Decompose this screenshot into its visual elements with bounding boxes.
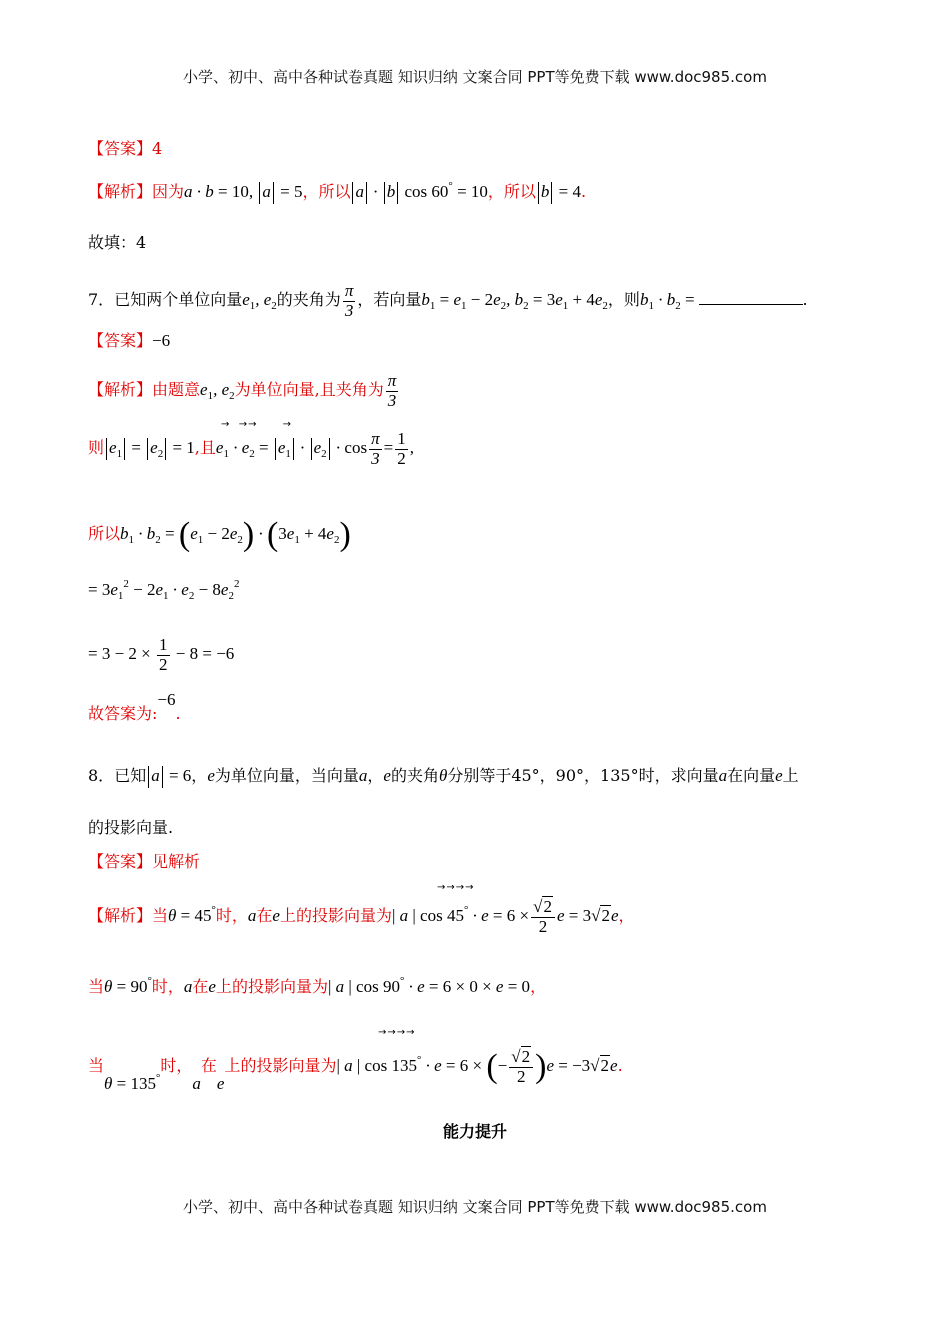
q6-answer [88, 139, 162, 158]
formula-step3: = 3 − 2 × $\frac{1}{2}$ − 8 = −6 [88, 635, 235, 674]
formula-expand: $b_1 \cdot b_2 = (e_1 - 2e_2) \cdot (3e_1 + 4e_2)$ [120, 516, 351, 553]
fill-label: 故填： [88, 233, 137, 252]
q6-analysis [88, 180, 586, 204]
section-title: 能力提升 [442, 1122, 507, 1141]
stem-text: ，若向量 [357, 290, 422, 310]
formula-theta-90: θ = 90° [104, 975, 152, 996]
vector-arrows: →→→→ [378, 1027, 416, 1038]
analysis-text: 由题意 [152, 380, 201, 400]
analysis-text: 当 [88, 1056, 105, 1076]
stem-text: ，则 [607, 290, 640, 310]
answer-value: 见解析 [152, 852, 201, 871]
q7-step-3 [88, 636, 234, 674]
stem-text: 的夹角为 [276, 290, 341, 310]
fill-value: 4 [136, 233, 147, 252]
stem-text: ， [191, 766, 208, 785]
final-value: −6 [157, 690, 176, 709]
analysis-text: 在 [192, 977, 209, 996]
final-label: 故答案为: [88, 704, 158, 723]
stem-text: 分别等于45°，90°，135°时，求向量 [447, 766, 719, 785]
stem-text: . [802, 290, 808, 310]
answer-label: 【答案】 [88, 331, 153, 350]
analysis-text: 在 [256, 906, 273, 926]
q8-analysis-135 [88, 1047, 623, 1094]
symbol-theta: θ [438, 766, 448, 785]
stem-text: 的夹角 [390, 766, 439, 785]
analysis-text: ，所以 [302, 182, 351, 201]
analysis-label: 【解析】 [88, 380, 153, 400]
formula-theta-135: θ = 135° [104, 1072, 161, 1094]
answer-label: 【答案】 [88, 139, 153, 158]
analysis-label: 【解析】 [88, 906, 153, 926]
q7-answer [88, 331, 170, 351]
symbol-e: e [216, 1074, 225, 1094]
stem-text: 已知两个单位向量 [114, 290, 243, 310]
vector-arrows: →→→→ [437, 882, 475, 893]
comma: ， [618, 906, 635, 926]
analysis-text: 时， [151, 977, 184, 996]
analysis-text: 当 [88, 977, 105, 996]
symbol-e: e [775, 766, 783, 785]
question-number: 8． [88, 766, 115, 785]
analysis-label: 【解析】 [88, 182, 153, 201]
formula-proj-45: | a | cos 45° · e = 6 × $\frac{√2}{2}$ e = 3√2e [391, 897, 619, 936]
analysis-text: 因为 [152, 182, 185, 201]
symbol-a: a [183, 977, 193, 996]
analysis-text: ,且 [194, 438, 216, 458]
analysis-text: 上的投影向量为 [224, 1056, 337, 1076]
analysis-text: ，所以 [487, 182, 536, 201]
formula-b-equals-4: b = 4 [536, 182, 581, 201]
formula-proj-90: | a | cos 90° · e = 6 × 0 × e = 0 [327, 975, 531, 996]
page-header: 小学、初中、高中各种试卷真题 知识归纳 文案合同 PPT等免费下载 www.doc985.com [183, 68, 767, 86]
stem-text: 上 [782, 766, 799, 785]
q6-fill [88, 233, 146, 252]
symbol-e: e [272, 906, 280, 926]
answer-value: −6 [152, 331, 171, 350]
formula-dot-product: a · b = 10, a = 5 [184, 182, 302, 201]
symbol-a: a [718, 766, 728, 785]
q7-step-2 [88, 578, 239, 603]
analysis-text: 则 [88, 438, 105, 458]
symbol-a: a [247, 906, 257, 926]
question-number: 7． [88, 290, 115, 310]
analysis-text: 时， [215, 906, 248, 926]
analysis-text: 上的投影向量为 [279, 906, 392, 926]
symbol-a: a [358, 766, 368, 785]
page-footer: 小学、初中、高中各种试卷真题 知识归纳 文案合同 PPT等免费下载 www.doc985.com [183, 1198, 767, 1216]
q8-stem-line1 [88, 766, 799, 788]
q8-answer [88, 852, 200, 871]
formula-unit-norms: $e_1 = e_2 = 1$ [104, 438, 195, 457]
q7-stem [88, 282, 808, 320]
analysis-text: 为单位向量,且夹角为 [234, 380, 384, 400]
answer-value: 4 [152, 139, 163, 158]
formula-norm-a-6: a = 6 [146, 766, 191, 785]
symbol-e: e [208, 977, 216, 996]
formula-theta-45: θ = 45° [168, 904, 216, 926]
answer-label: 【答案】 [88, 852, 153, 871]
analysis-text: 在 [200, 1056, 217, 1076]
q7-analysis-line3 [88, 518, 351, 552]
symbol-e: e [383, 766, 391, 785]
stem-text: ， [367, 766, 384, 785]
q7-analysis-line2 [88, 430, 414, 468]
q7-final [88, 690, 181, 724]
q8-analysis-45 [88, 898, 635, 936]
stem-text: 在向量 [727, 766, 776, 785]
formula-b1-b2-def: $b_1 = e_1 - 2e_2$, $b_2 = 3e_1 + 4e_2$ [421, 290, 608, 313]
analysis-text: 时， [160, 1056, 193, 1076]
q7-analysis-line1 [88, 372, 400, 410]
analysis-text: . [581, 182, 587, 201]
analysis-text: 所以 [88, 523, 121, 543]
period: . [617, 1056, 623, 1076]
symbol-e: e [207, 766, 215, 785]
formula-e1-dot-e2: $e_1 \cdot e_2 = e_1 \cdot e_2 \cdot \cos$ $\frac{\pi}{3}$ = $\frac{1}{2}$ , [215, 429, 414, 468]
q8-stem-line2: 的投影向量. [88, 818, 174, 837]
formula-pi-over-3: $\frac{\pi}{3}$ [344, 281, 354, 320]
period: . [175, 704, 181, 723]
q8-analysis-90 [88, 975, 546, 997]
symbol-a: a [192, 1074, 201, 1094]
formula-proj-135: | a | cos 135° · e = 6 × (− $\frac{√2}{2}$ )e = −3√2e [336, 1047, 618, 1086]
stem-text: 已知 [114, 766, 147, 785]
vector-arrows: → →→ → [221, 419, 292, 430]
analysis-text: 当 [152, 906, 169, 926]
formula-cos60: a · b cos 60° = 10 [350, 182, 487, 201]
stem-text: 为单位向量，当向量 [214, 766, 359, 785]
formula-step2: = $3e_1^2 - 2e_1 \cdot e_2 - 8e_2^2$ [88, 578, 240, 602]
analysis-text: 上的投影向量为 [215, 977, 328, 996]
comma: ， [530, 977, 547, 996]
answer-blank [699, 304, 803, 305]
formula-pi-over-3: $\frac{\pi}{3}$ [387, 371, 397, 410]
formula-b1-dot-b2: $b_1 \cdot b_2$ = [639, 290, 695, 313]
formula-e1-e2: $e_1$, $e_2$ [242, 290, 277, 313]
formula-e1-e2: $e_1$, $e_2$ [200, 380, 235, 403]
